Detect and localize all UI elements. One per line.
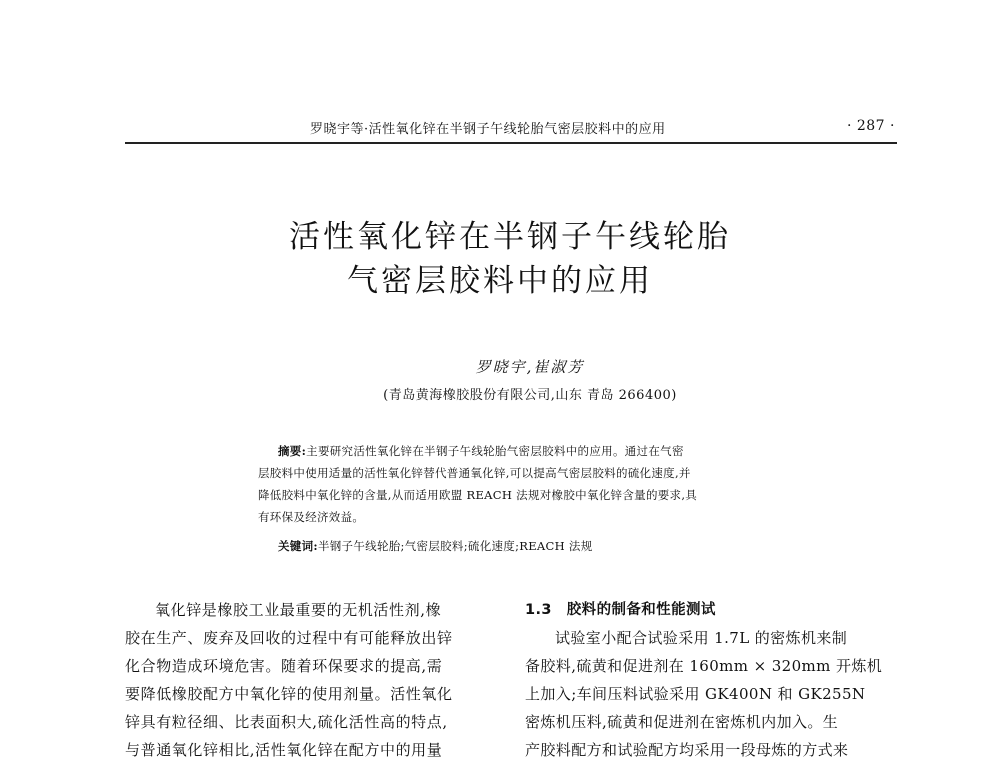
keywords-label: 关键词: <box>278 539 318 553</box>
body-left-line: 锌具有粒径细、比表面积大,硫化活性高的特点, <box>125 713 448 731</box>
page-number: · 287 · <box>846 118 895 134</box>
abstract-line-2: 层胶料中使用适量的活性氧化锌替代普通氧化锌,可以提高气密层胶料的硫化速度,并 <box>258 466 691 480</box>
body-left-line: 要降低橡胶配方中氧化锌的使用剂量。活性氧化 <box>125 685 453 703</box>
authors: 罗晓宇,崔淑芳 <box>475 358 585 376</box>
running-header-title: 罗晓宇等·活性氧化锌在半钢子午线轮胎气密层胶料中的应用 <box>310 122 666 137</box>
affiliation: (青岛黄海橡胶股份有限公司,山东 青岛 266400) <box>383 388 677 403</box>
body-left-line: 化合物造成环境危害。随着环保要求的提高,需 <box>125 657 443 675</box>
header-rule <box>125 142 897 144</box>
abstract-line-1: 主要研究活性氧化锌在半钢子午线轮胎气密层胶料中的应用。通过在气密 <box>306 444 684 458</box>
body-right-column <box>525 596 900 764</box>
body-right-line: 备胶料,硫黄和促进剂在 160mm × 320mm 开炼机 <box>525 657 883 675</box>
abstract <box>258 440 773 528</box>
body-left-line: 胶在生产、废弃及回收的过程中有可能释放出锌 <box>125 629 453 647</box>
abstract-line-3: 降低胶料中氧化锌的含量,从而适用欧盟 REACH 法规对橡胶中氧化锌含量的要求,具 <box>258 488 698 502</box>
abstract-line-4: 有环保及经济效益。 <box>258 510 365 524</box>
keywords <box>278 536 778 556</box>
title-line-1: 活性氧化锌在半钢子午线轮胎 <box>289 219 731 255</box>
body-right-line: 试验室小配合试验采用 1.7L 的密炼机来制 <box>555 629 848 647</box>
running-header <box>125 116 895 140</box>
body-right-line: 产胶料配方和试验配方均采用一段母炼的方式来 <box>525 741 849 759</box>
body-right-line: 上加入;车间压料试验采用 GK400N 和 GK255N <box>525 685 866 703</box>
body-left-line: 氧化锌是橡胶工业最重要的无机活性剂,橡 <box>155 601 442 619</box>
title-line-2: 气密层胶料中的应用 <box>347 263 653 299</box>
section-heading: 1.3 胶料的制备和性能测试 <box>525 602 716 618</box>
body-left-line: 与普通氧化锌相比,活性氧化锌在配方中的用量 <box>125 741 443 759</box>
paper-title <box>0 215 1000 303</box>
body-left-column <box>125 596 495 764</box>
body-right-line: 密炼机压料,硫黄和促进剂在密炼机内加入。生 <box>525 713 839 731</box>
abstract-label: 摘要: <box>278 444 307 458</box>
keywords-text: 半钢子午线轮胎;气密层胶料;硫化速度;REACH 法规 <box>317 539 593 553</box>
